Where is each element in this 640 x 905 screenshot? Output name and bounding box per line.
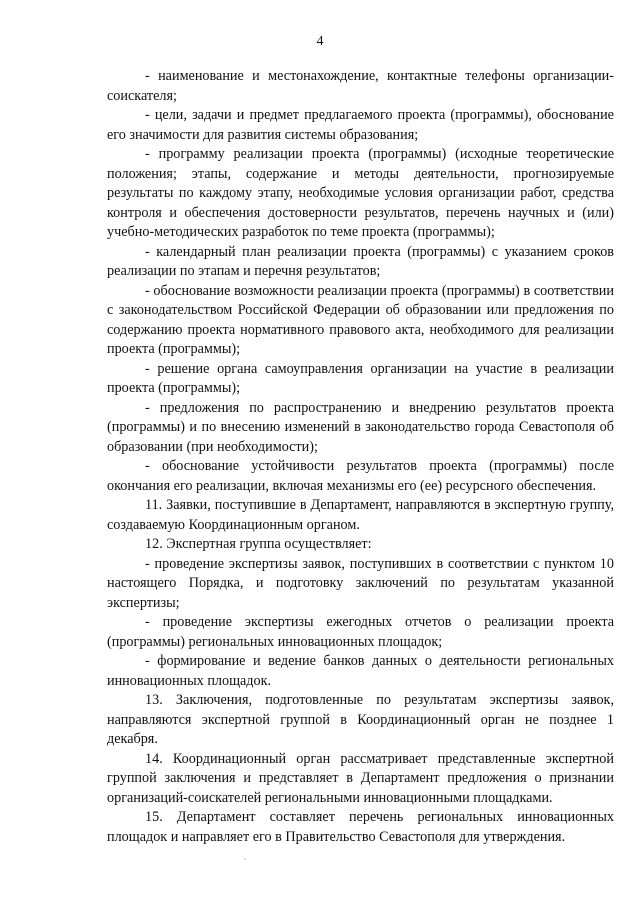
paragraph-item-15: 15. Департамент составляет перечень региональных инновационных площадок и направляет его в Правительство Севастополя для утверждения.	[107, 809, 614, 845]
paragraph-expertise-applications: - проведение экспертизы заявок, поступивших в соответствии с пунктом 10 настоящего Порядка, и подготовку заключений по результатам указанной экспертизы;	[107, 555, 614, 611]
paragraph-item-12: 12. Экспертная группа осуществляет:	[145, 536, 372, 552]
scan-artifact-dot	[244, 858, 246, 860]
paragraph-item-11: 11. Заявки, поступившие в Департамент, направляются в экспертную группу, создаваемую Координационным органом.	[107, 497, 614, 533]
paragraph-sustainability-justification: - обоснование устойчивости результатов проекта (программы) после окончания его реализации, включая механизмы его (ее) ресурсного обеспечения.	[107, 458, 614, 494]
paragraph-item-13: 13. Заключения, подготовленные по результатам экспертизы заявок, направляются экспертной группой в Координационный орган не позднее 1 декабря.	[107, 692, 614, 747]
paragraph-self-government-decision: - решение органа самоуправления организации на участие в реализации проекта (программы);	[107, 360, 614, 396]
document-body	[107, 67, 614, 847]
paragraph-project-program: - программу реализации проекта (программы) (исходные теоретические положения; этапы, содержание и методы деятельности, прогнозируемые результаты по каждому этапу, необходимые условия организации работ, средства контроля и обеспечения достоверности результатов, перечень научных и (или) учебно-методических разработок по теме проекта (программы);	[107, 146, 614, 240]
paragraph-item-14: 14. Координационный орган рассматривает представленные экспертной группой заключения и представляет в Департамент предложения о признании организаций-соискателей региональными инновационными площадками.	[107, 750, 614, 806]
paragraph-calendar-plan: - календарный план реализации проекта (программы) с указанием сроков реализации по этапам и перечня результатов;	[107, 243, 614, 279]
paragraph-project-goals: - цели, задачи и предмет предлагаемого проекта (программы), обоснование его значимости для развития системы образования;	[107, 107, 614, 143]
page-number: 4	[316, 34, 324, 49]
paragraph-applicant-name-location: - наименование и местонахождение, контактные телефоны организации-соискателя;	[107, 68, 614, 104]
paragraph-dissemination-proposals: - предложения по распространению и внедрению результатов проекта (программы) и по внесению изменений в законодательство города Севастополя об образовании (при необходимости);	[107, 399, 614, 455]
paragraph-expertise-reports: - проведение экспертизы ежегодных отчетов о реализации проекта (программы) региональных инновационных площадок;	[107, 614, 614, 650]
paragraph-feasibility-justification: - обоснование возможности реализации проекта (программы) в соответствии с законодательством Российской Федерации об образовании или предложения по содержанию проекта нормативного правового акта, необходимого для реализации проекта (программы);	[107, 282, 614, 357]
paragraph-databanks: - формирование и ведение банков данных о деятельности региональных инновационных площадок.	[107, 653, 614, 689]
